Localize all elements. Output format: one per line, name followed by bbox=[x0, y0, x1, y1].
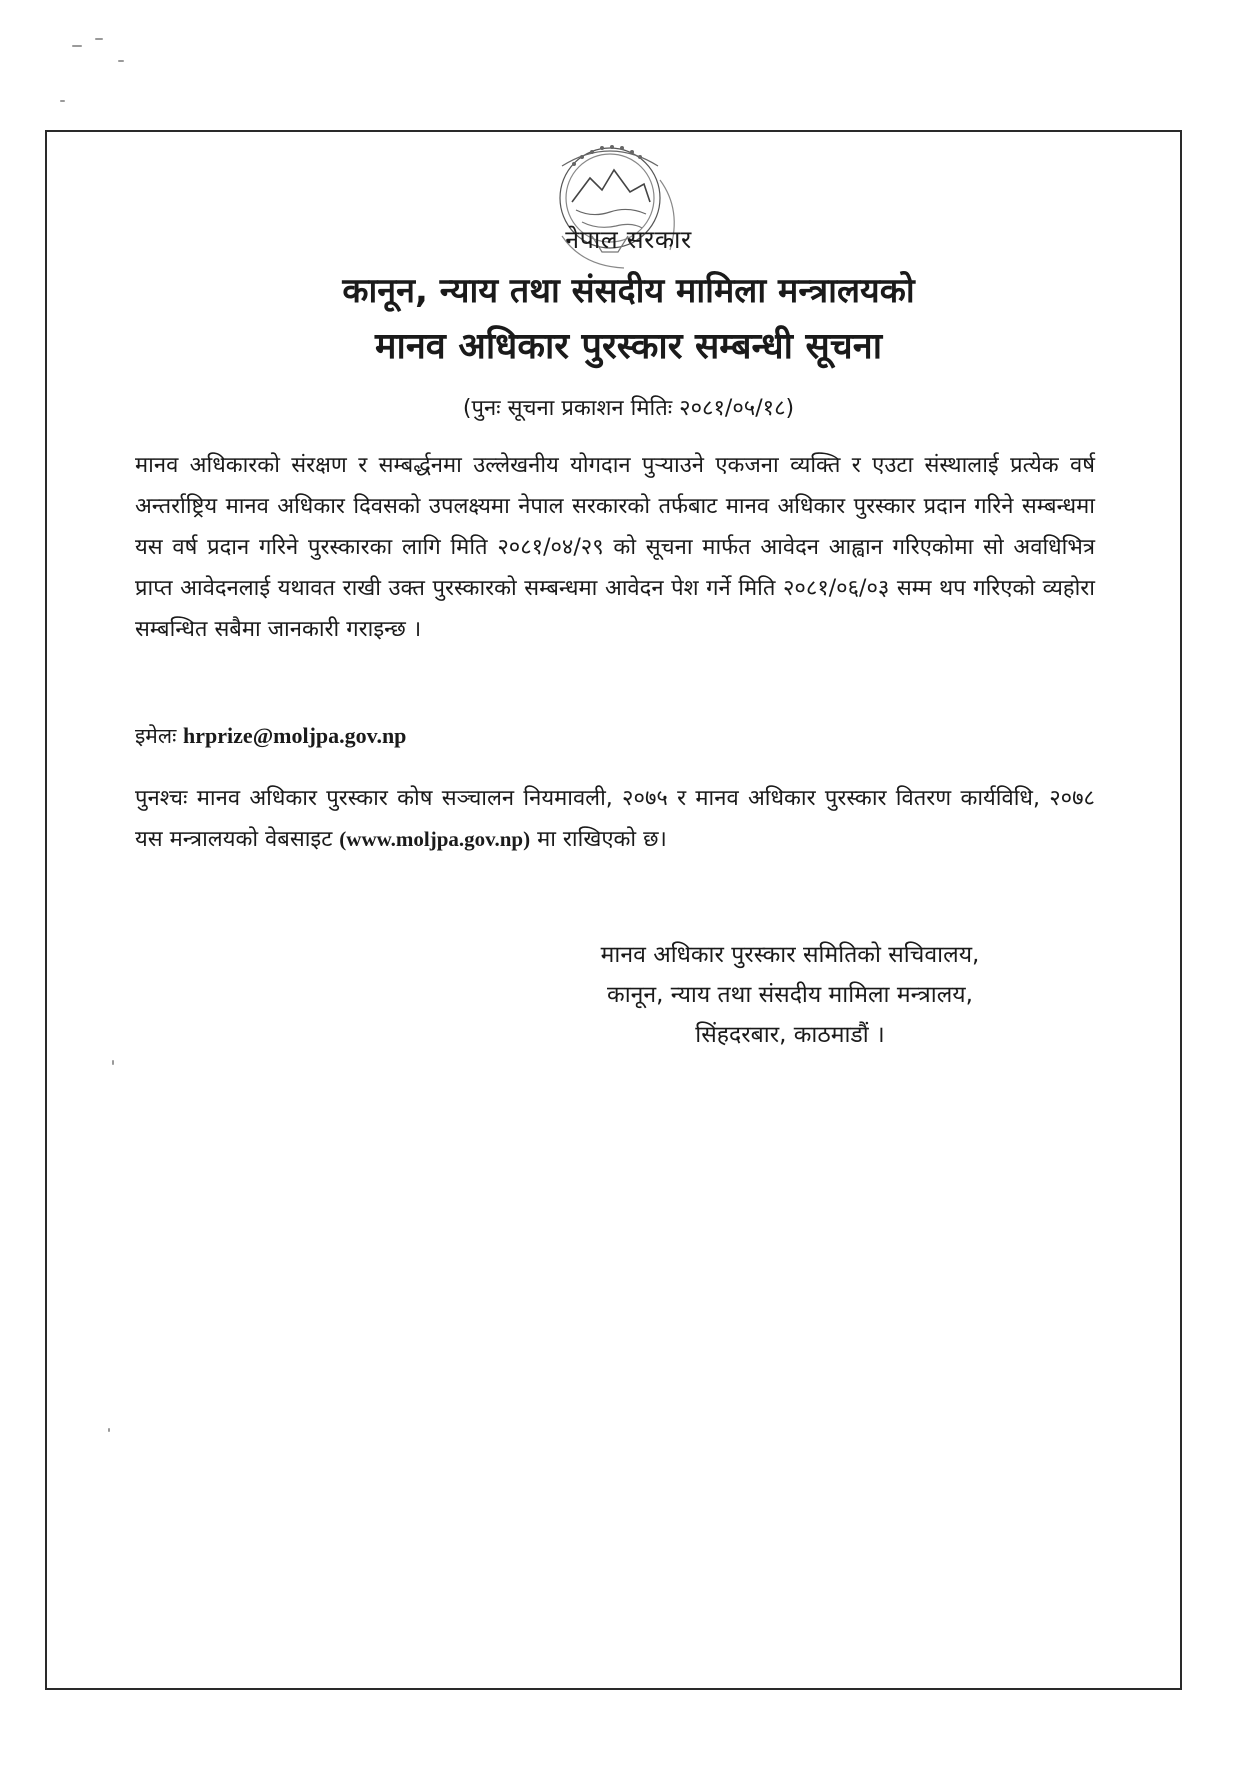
signature-line-3: सिंहदरबार, काठमाडौं । bbox=[695, 1022, 885, 1048]
postscript-tail: मा राखिएको छ। bbox=[537, 827, 667, 852]
signature-line-1: मानव अधिकार पुरस्कार समितिको सचिवालय, bbox=[600, 942, 980, 968]
republish-date: (पुनः सूचना प्रकाशन मितिः २०८१/०५/१८) bbox=[462, 396, 795, 421]
signature-line-2: कानून, न्याय तथा संसदीय मामिला मन्त्रालय, bbox=[607, 982, 973, 1008]
scan-speck bbox=[60, 100, 65, 102]
scan-speck bbox=[112, 1060, 114, 1065]
ministry-title: कानून, न्याय तथा संसदीय मामिला मन्त्रालयको bbox=[342, 271, 915, 311]
postscript bbox=[135, 778, 1095, 860]
scan-speck bbox=[108, 1428, 110, 1432]
signature-block bbox=[565, 935, 1015, 1055]
notice-body: मानव अधिकारको संरक्षण र सम्बर्द्धनमा उल्लेखनीय योगदान पुऱ्याउने एकजना व्यक्ति र एउटा संस्थालाई प्रत्येक वर्ष अन्तर्राष्ट्रिय मानव अधिकार दिवसको उपलक्ष्यमा नेपाल सरकारको तर्फबाट मानव अधिकार पुरस्कार प्रदान गरिने सम्बन्धमा यस वर्ष प्रदान गरिने पुरस्कारका लागि मिति २०८१/०४/२९ को सूचना मार्फत आवेदन आह्वान गरिएकोमा सो अवधिभित्र प्राप्त आवेदनलाई यथावत राखी उक्त पुरस्कारको सम्बन्धमा आवेदन पेश गर्ने मिति २०८१/०६/०३ सम्म थप गरिएको व्यहोरा सम्बन्धित सबैमा जानकारी गराइन्छ । bbox=[135, 453, 1095, 642]
scan-speck bbox=[72, 45, 82, 47]
nepal-government-emblem-icon bbox=[532, 140, 712, 280]
email-line bbox=[135, 722, 406, 750]
government-name: नेपाल सरकार bbox=[565, 225, 692, 254]
scan-speck bbox=[95, 38, 103, 40]
website-url: (www.moljpa.gov.np) bbox=[339, 827, 531, 851]
postscript-text: पुनश्चः मानव अधिकार पुरस्कार कोष सञ्चालन नियमावली, २०७५ र मानव अधिकार पुरस्कार वितरण कार्यविधि, २०७८ यस मन्त्रालयको वेबसाइट bbox=[135, 786, 1095, 852]
email-label: इमेलः bbox=[135, 724, 177, 748]
scan-speck bbox=[118, 60, 124, 62]
notice-title: मानव अधिकार पुरस्कार सम्बन्धी सूचना bbox=[374, 326, 883, 367]
email-address: hrprize@moljpa.gov.np bbox=[183, 723, 407, 748]
